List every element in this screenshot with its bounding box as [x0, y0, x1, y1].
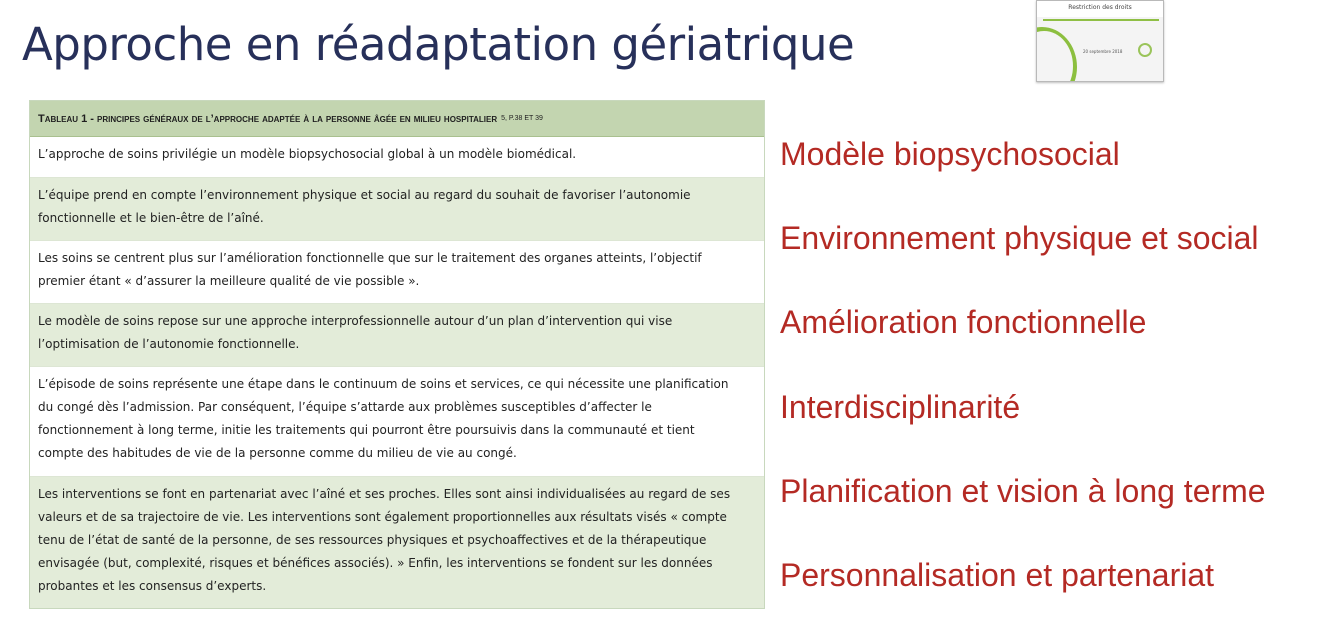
row-line: fonctionnement à long terme, initie les traitements qui pourront être poursuivis dans la communauté et tient	[38, 423, 695, 437]
thumbnail-date: 20 septembre 2018	[1083, 49, 1123, 54]
row-line: Le modèle de soins repose sur une approche interprofessionnelle autour d’un plan d’intervention qui vise	[38, 314, 673, 328]
table-row	[30, 477, 764, 608]
row-line: premier étant « d’assurer la meilleure qualité de vie possible ».	[38, 274, 420, 288]
principles-table	[29, 100, 765, 609]
thumbnail-caption: Restriction des droits	[1068, 4, 1132, 11]
row-line: L’équipe prend en compte l’environnement physique et social au regard du souhait de favoriser l’autonomie	[38, 188, 691, 202]
table-header-title: Tableau 1 - principes généraux de l’approche adaptée à la personne âgée en milieu hospitalier	[38, 112, 498, 125]
principle-item: Planification et vision à long terme	[780, 473, 1266, 509]
row-line: du congé dès l’admission. Par conséquent, l’équipe s’attarde aux problèmes susceptibles d’affecter le	[38, 400, 652, 414]
table-row	[30, 178, 764, 241]
row-line: valeurs et de sa trajectoire de vie. Les interventions sont également proportionnelles aux résultats visés « compte	[38, 510, 727, 524]
table-row	[30, 241, 764, 304]
principle-item: Interdisciplinarité	[780, 389, 1021, 425]
thumbnail-rule	[1043, 19, 1159, 21]
principle-item: Environnement physique et social	[780, 220, 1259, 256]
row-line: compte des habitudes de vie de la personne comme du milieu de vie au congé.	[38, 446, 517, 460]
table-header-refs: 5, P.38 ET 39	[501, 115, 543, 122]
row-line: fonctionnelle et le bien-être de l’aîné.	[38, 211, 264, 225]
table-header	[30, 101, 764, 137]
row-line: Les soins se centrent plus sur l’amélioration fonctionnelle que sur le traitement des organes atteints, l’objectif	[38, 251, 702, 265]
principle-item: Amélioration fonctionnelle	[780, 304, 1147, 340]
row-line: L’approche de soins privilégie un modèle biopsychosocial global à un modèle biomédical.	[38, 147, 577, 161]
row-line: L’épisode de soins représente une étape dans le continuum de soins et services, ce qui nécessite une planification	[38, 377, 729, 391]
row-line: l’optimisation de l’autonomie fonctionnelle.	[38, 337, 300, 351]
table-row	[30, 304, 764, 367]
row-line: Les interventions se font en partenariat avec l’aîné et ses proches. Elles sont ainsi individualisées au regard de ses	[38, 487, 731, 501]
slide-title: Approche en réadaptation gériatrique	[22, 18, 855, 71]
row-line: tenu de l’état de santé de la personne, de ses ressources physiques et psychoaffectives et de la thérapeutique	[38, 533, 707, 547]
row-line: probantes et les consensus d’experts.	[38, 579, 267, 593]
table-row	[30, 367, 764, 477]
table-row	[30, 137, 764, 178]
slide-thumbnail[interactable]	[1036, 0, 1164, 82]
principle-item: Personnalisation et partenariat	[780, 557, 1215, 593]
row-line: envisagée (but, complexité, risques et bénéfices associés). » Enfin, les interventions se fondent sur les données	[38, 556, 713, 570]
principle-item: Modèle biopsychosocial	[780, 136, 1120, 172]
thumbnail-logo-icon	[1138, 43, 1152, 57]
